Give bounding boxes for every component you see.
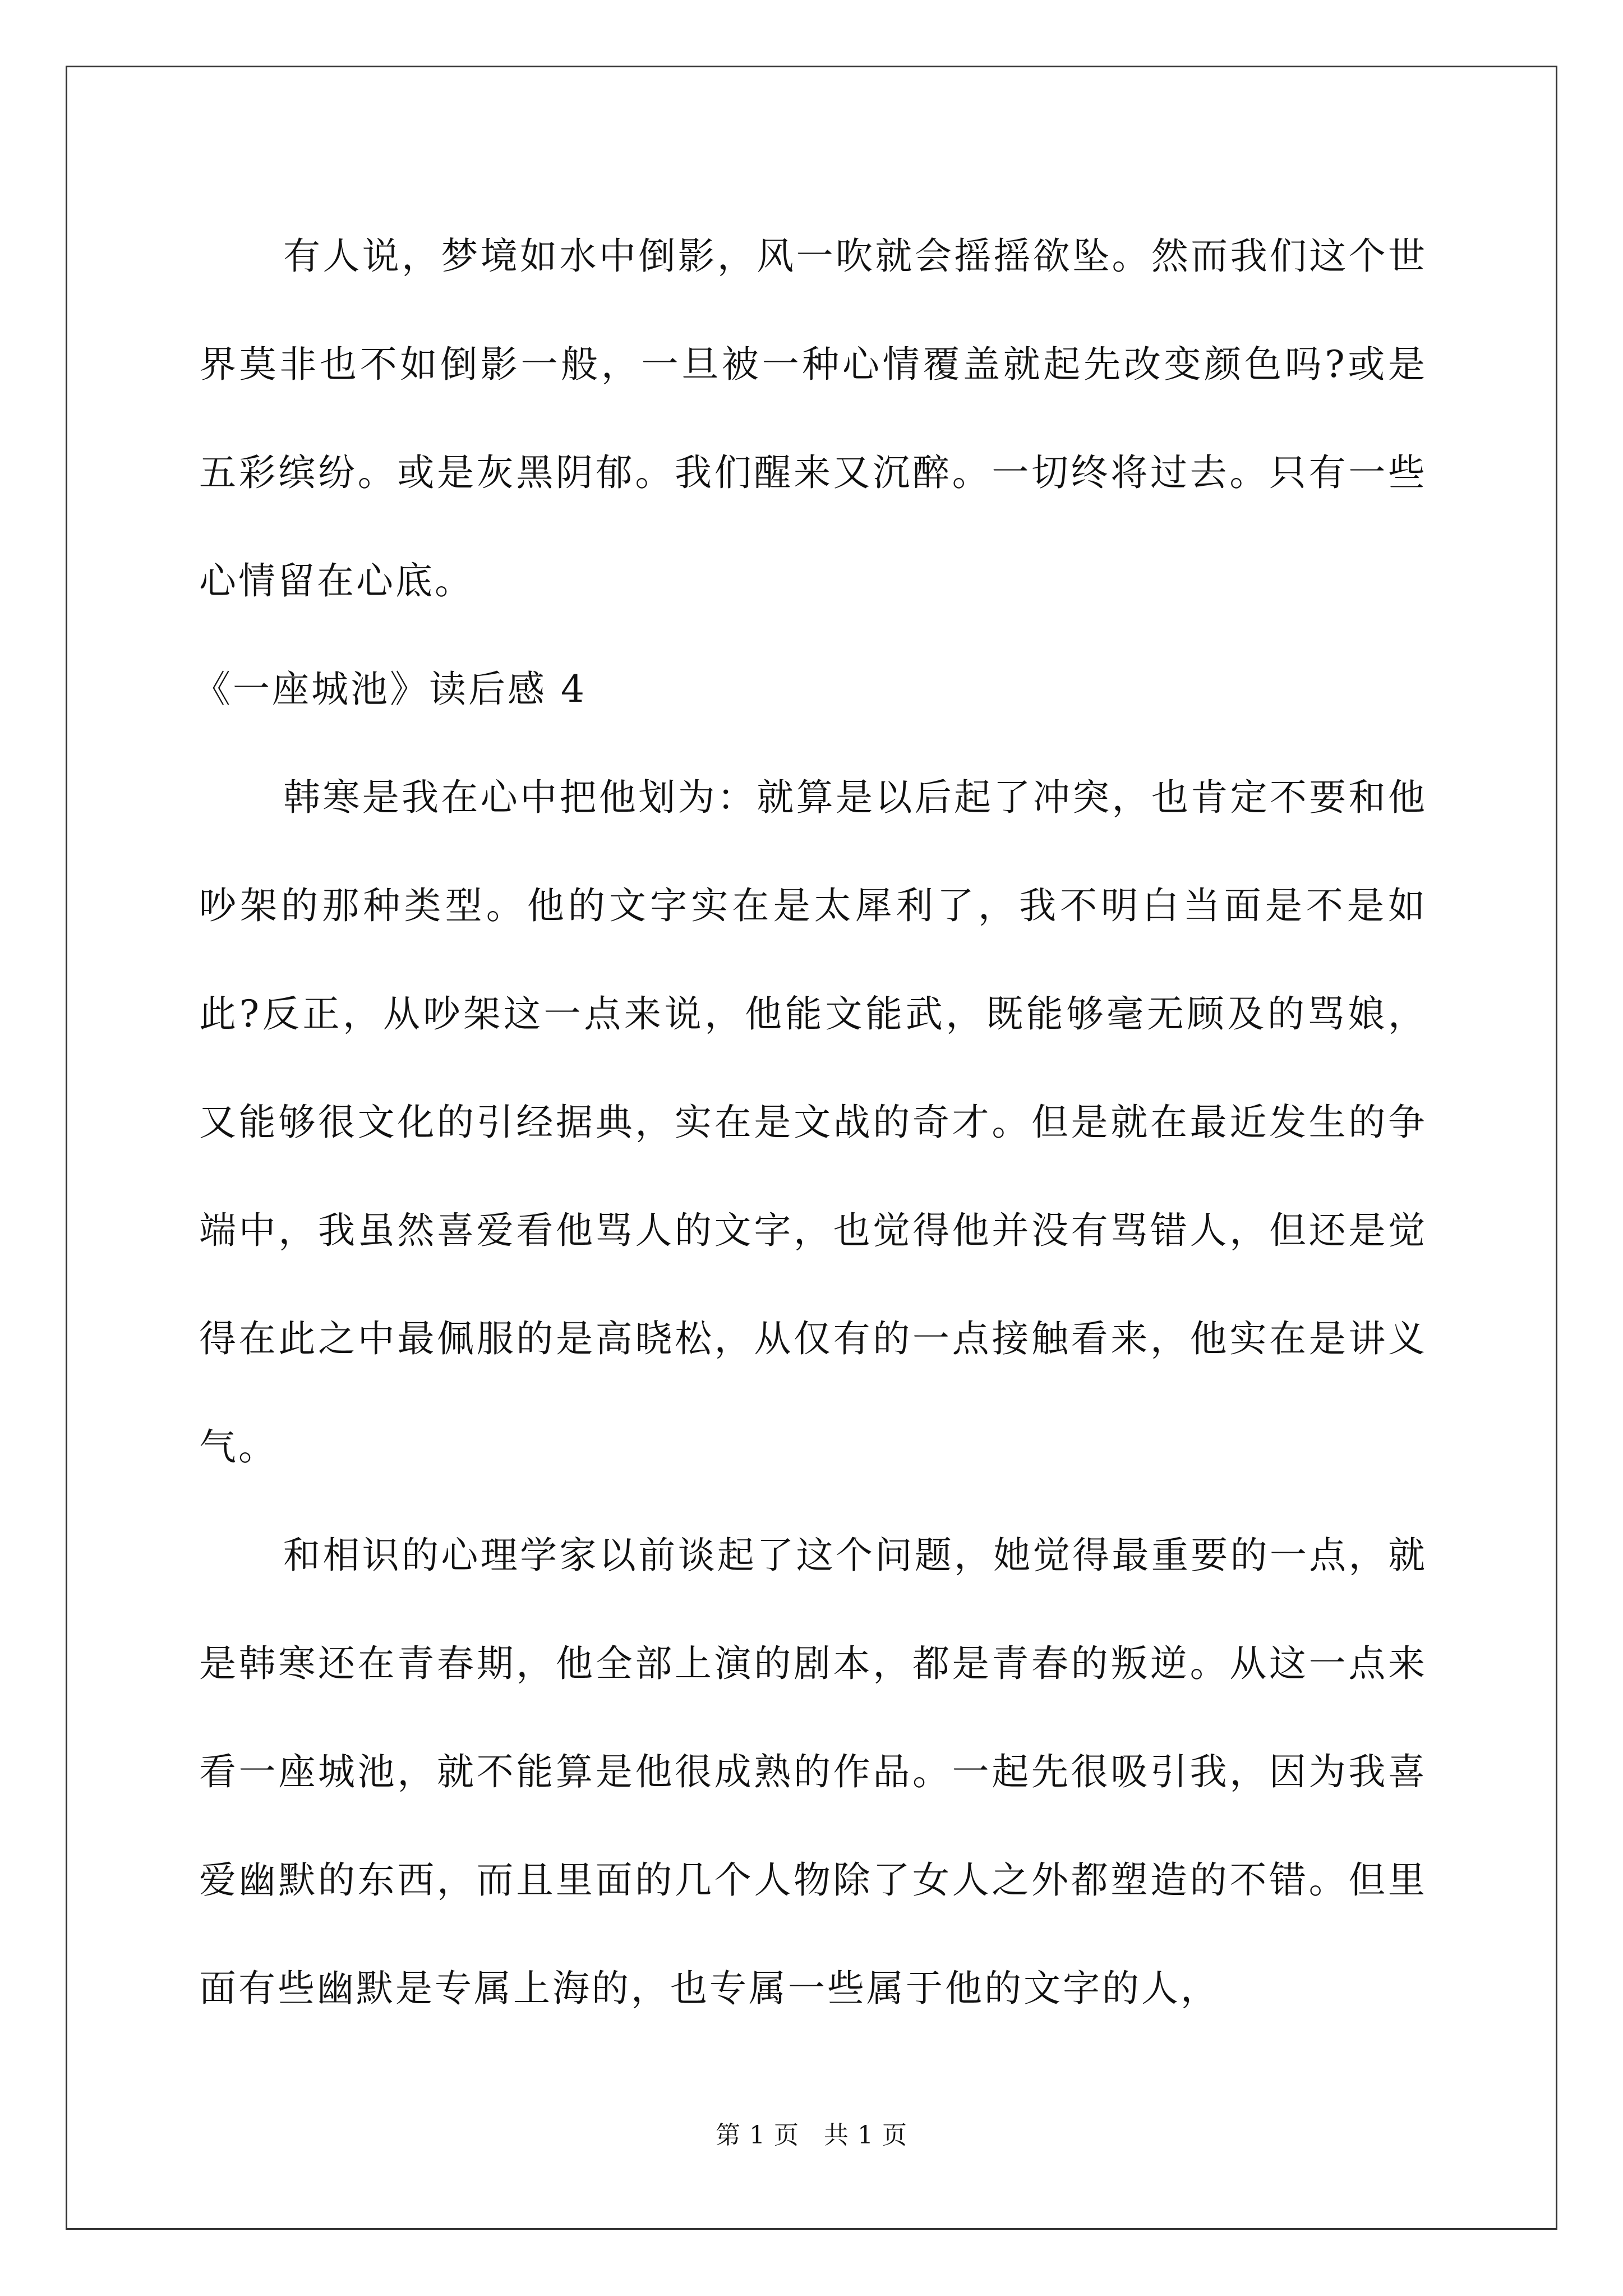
document-body bbox=[193, 202, 1427, 2042]
page-footer bbox=[0, 2115, 1623, 2151]
page-number: 第 1 页 bbox=[716, 2121, 799, 2150]
page-count: 共 1 页 bbox=[824, 2121, 907, 2150]
paragraph: 有人说，梦境如水中倒影，风一吹就会摇摇欲坠。然而我们这个世界莫非也不如倒影一般，一旦被一种心情覆盖就起先改变颜色吗?或是五彩缤纷。或是灰黑阴郁。我们醒来又沉醉。一切终将过去。只有一些心情留在心底。 bbox=[199, 234, 1427, 602]
paragraph: 韩寒是我在心中把他划为：就算是以后起了冲突，也肯定不要和他吵架的那种类型。他的文字实在是太犀利了，我不明白当面是不是如此?反正，从吵架这一点来说，他能文能武，既能够毫无顾及的骂娘，又能够很文化的引经据典，实在是文战的奇才。但是就在最近发生的争端中，我虽然喜爱看他骂人的文字，也觉得他并没有骂错人，但还是觉得在此之中最佩服的是高晓松，从仅有的一点接触看来，他实在是讲义气。 bbox=[199, 776, 1427, 1469]
paragraph: 和相识的心理学家以前谈起了这个问题，她觉得最重要的一点，就是韩寒还在青春期，他全部上演的剧本，都是青春的叛逆。从这一点来看一座城池，就不能算是他很成熟的作品。一起先很吸引我，因为我喜爱幽默的东西，而且里面的几个人物除了女人之外都塑造的不错。但里面有些幽默是专属上海的，也专属一些属于他的文字的人， bbox=[199, 1534, 1427, 2010]
section-heading: 《一座城池》读后感 4 bbox=[193, 668, 587, 711]
